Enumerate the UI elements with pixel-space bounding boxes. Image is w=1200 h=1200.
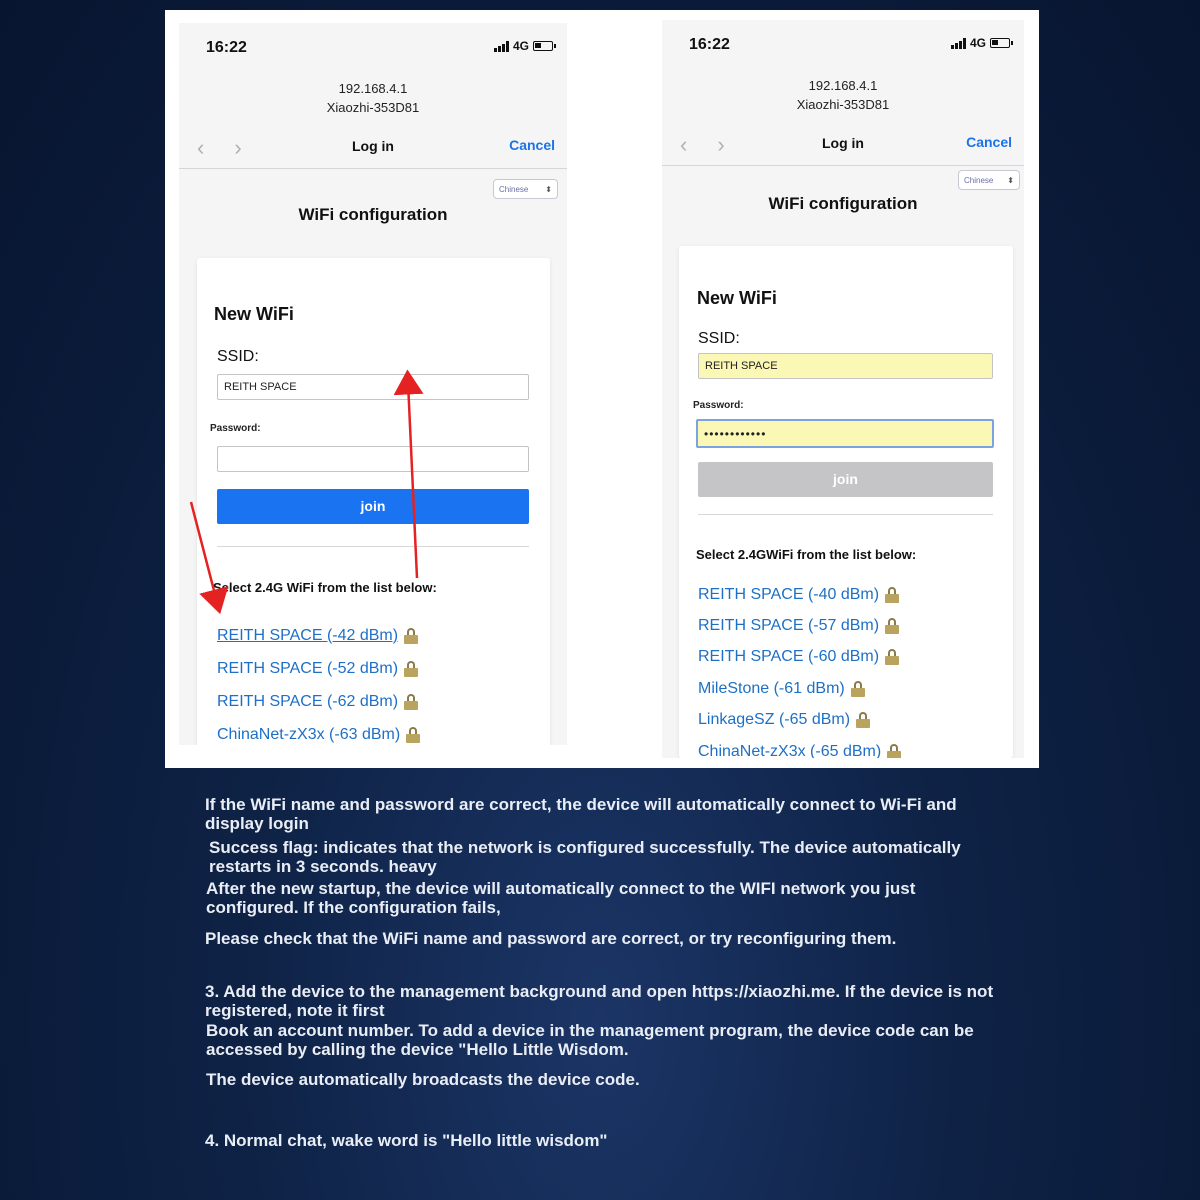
instruction-connect: If the WiFi name and password are correct, the device will automatically connect to Wi-Fi and display login (205, 795, 957, 833)
wifi-item[interactable] (698, 579, 901, 610)
wifi-name[interactable]: REITH SPACE (-42 dBm) (217, 626, 399, 644)
address-bar[interactable] (179, 79, 567, 117)
wifi-item[interactable] (698, 673, 901, 704)
lock-icon (887, 744, 901, 758)
card-title: New WiFi (214, 304, 294, 324)
status-bar (662, 20, 1024, 64)
status-right (951, 36, 1010, 50)
wifi-item[interactable] (217, 685, 420, 718)
cancel-button[interactable]: Cancel (509, 137, 555, 153)
wifi-item[interactable] (217, 652, 420, 685)
lock-icon (885, 649, 899, 665)
wifi-name[interactable]: ChinaNet-zX3x (-63 dBm) (217, 725, 401, 743)
select-arrows-icon: ⬍ (545, 184, 552, 194)
password-input[interactable] (217, 446, 529, 472)
language-select[interactable] (958, 170, 1020, 190)
select-arrows-icon: ⬍ (1007, 175, 1014, 185)
ssid-input[interactable]: REITH SPACE (698, 353, 993, 379)
wifi-name[interactable]: ChinaNet-zX3x (-65 dBm) (698, 742, 882, 758)
wifi-name[interactable]: LinkageSZ (-65 dBm) (698, 711, 851, 729)
forward-chevron-icon[interactable]: › (234, 135, 242, 160)
wifi-item[interactable] (698, 610, 901, 641)
ssid-label: SSID: (698, 330, 740, 347)
lock-icon (406, 727, 420, 743)
phone-screen-right (662, 20, 1024, 758)
status-time: 16:22 (689, 36, 730, 53)
instruction-step-4: 4. Normal chat, wake word is "Hello little wisdom" (205, 1131, 608, 1150)
back-chevron-icon[interactable]: ‹ (680, 132, 688, 157)
instruction-step-3: 3. Add the device to the management background and open https://xiaozhi.me. If the device is not registered, note it first (205, 982, 994, 1020)
lock-icon (856, 712, 870, 728)
wifi-list-heading: Select 2.4GWiFi from the list below: (696, 547, 917, 562)
nav-title: Log in (822, 135, 864, 151)
wifi-name[interactable]: REITH SPACE (-62 dBm) (217, 692, 399, 710)
wifi-card (679, 246, 1013, 758)
wifi-card (197, 258, 550, 745)
wifi-name[interactable]: MileStone (-61 dBm) (698, 679, 845, 697)
wifi-item[interactable] (217, 619, 420, 652)
wifi-item[interactable] (698, 642, 901, 673)
password-label: Password: (693, 400, 744, 411)
wifi-name[interactable]: REITH SPACE (-52 dBm) (217, 659, 399, 677)
language-select[interactable] (493, 179, 558, 199)
wifi-list (217, 619, 420, 745)
ssid-input[interactable]: REITH SPACE (217, 374, 529, 400)
back-chevron-icon[interactable]: ‹ (197, 135, 205, 160)
nav-bar (662, 120, 1024, 166)
battery-icon (533, 41, 553, 51)
language-value: Chinese (499, 184, 529, 194)
address-bar[interactable] (662, 76, 1024, 114)
instruction-startup: After the new startup, the device will automatically connect to the WIFI network you just configured. If the configuration fails, (206, 879, 916, 917)
network-type: 4G (512, 39, 529, 53)
divider (698, 514, 993, 515)
url-ssid: Xiaozhi-353D81 (326, 100, 420, 115)
status-right (494, 39, 553, 53)
language-value: Chinese (964, 175, 994, 185)
wifi-list (698, 579, 901, 758)
status-bar (179, 23, 567, 67)
lock-icon (404, 694, 418, 710)
instruction-success: Success flag: indicates that the network is configured successfully. The device automatically restarts in 3 seconds. heavy (209, 838, 961, 876)
nav-title: Log in (352, 138, 394, 154)
screenshot-panel (165, 10, 1039, 768)
instruction-account: Book an account number. To add a device in the management program, the device code can be accessed by calling the device "Hello Little Wisdom. (206, 1021, 974, 1059)
signal-icon (494, 41, 509, 52)
instruction-check: Please check that the WiFi name and password are correct, or try reconfiguring them. (205, 929, 897, 948)
wifi-name[interactable]: REITH SPACE (-40 dBm) (698, 585, 880, 603)
instruction-broadcast: The device automatically broadcasts the device code. (206, 1070, 640, 1089)
lock-icon (404, 661, 418, 677)
wifi-name[interactable]: REITH SPACE (-57 dBm) (698, 617, 880, 635)
wifi-item[interactable] (698, 736, 901, 758)
signal-icon (951, 38, 966, 49)
wifi-name[interactable]: REITH SPACE (-60 dBm) (698, 648, 880, 666)
lock-icon (851, 681, 865, 697)
network-type: 4G (969, 36, 986, 50)
join-button[interactable]: join (217, 489, 529, 524)
password-label: Password: (210, 423, 261, 434)
forward-chevron-icon[interactable]: › (717, 132, 725, 157)
divider (217, 546, 529, 547)
page-title: WiFi configuration (768, 194, 918, 213)
join-button[interactable]: join (698, 462, 993, 497)
lock-icon (404, 628, 418, 644)
password-input[interactable]: •••••••••••• (696, 419, 994, 448)
status-time: 16:22 (206, 39, 247, 56)
page-title: WiFi configuration (298, 205, 448, 224)
nav-bar (179, 123, 567, 169)
cancel-button[interactable]: Cancel (966, 134, 1012, 150)
wifi-item[interactable] (217, 718, 420, 745)
wifi-item[interactable] (698, 705, 901, 736)
wifi-list-heading: Select 2.4G WiFi from the list below: (213, 580, 437, 595)
ssid-label: SSID: (217, 348, 259, 365)
card-title: New WiFi (697, 288, 777, 308)
url-host: 192.168.4.1 (808, 78, 878, 93)
battery-icon (990, 38, 1010, 48)
lock-icon (885, 587, 899, 603)
phone-screen-left (179, 23, 567, 745)
url-host: 192.168.4.1 (338, 81, 408, 96)
url-ssid: Xiaozhi-353D81 (796, 97, 890, 112)
lock-icon (885, 618, 899, 634)
